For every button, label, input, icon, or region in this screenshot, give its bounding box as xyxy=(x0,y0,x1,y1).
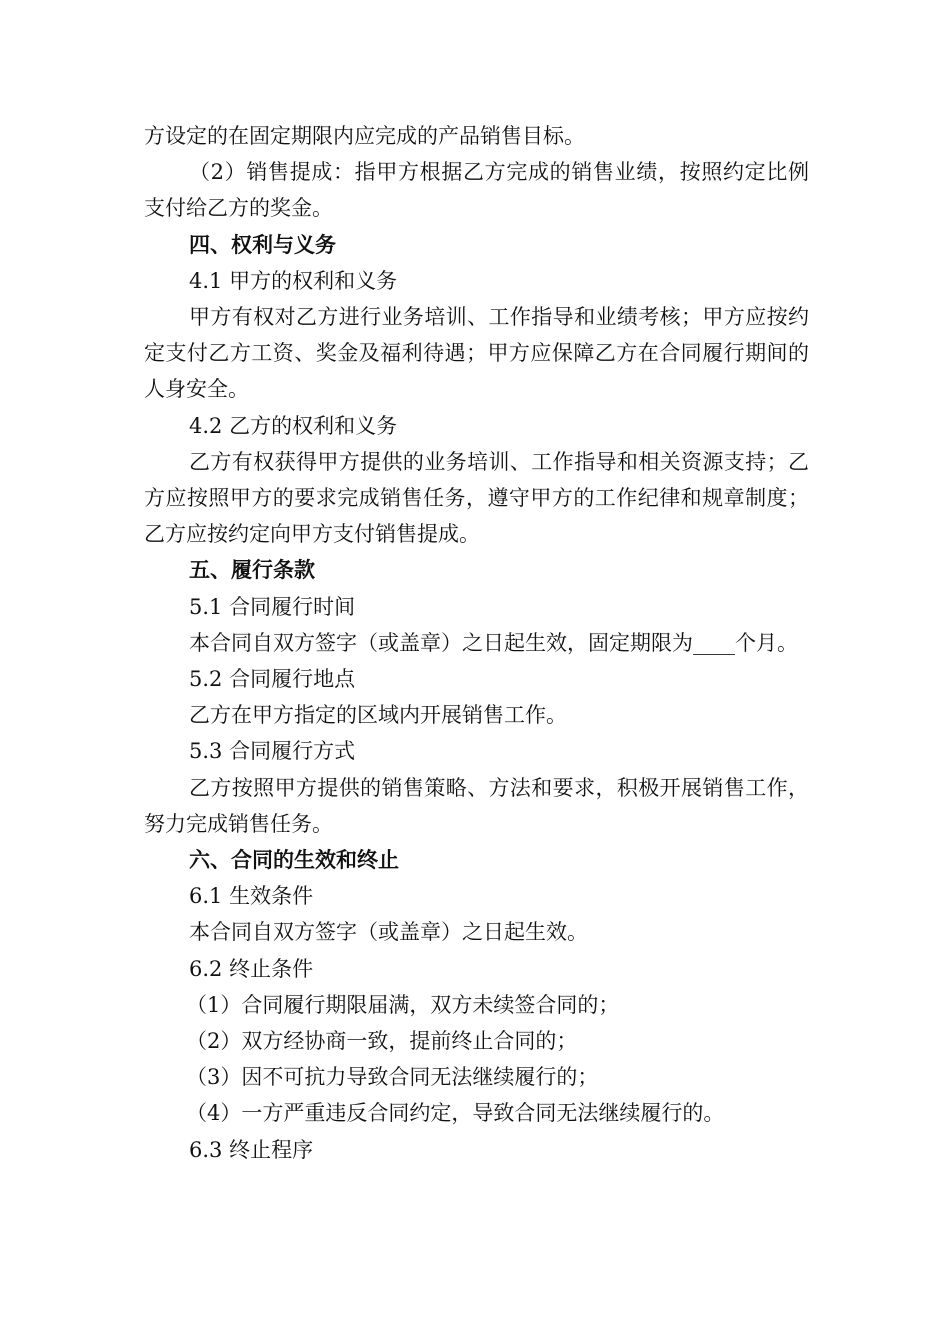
subsection-title-6-1: 6.1 生效条件 xyxy=(189,884,314,909)
paragraph-performance-method: 乙方按照甲方提供的销售策略、方法和要求，积极开展销售工作，努力完成销售任务。 xyxy=(144,775,809,836)
paragraph-continuation: 方设定的在固定期限内应完成的产品销售目标。 xyxy=(144,124,585,148)
section-heading-effect-termination: 六、合同的生效和终止 xyxy=(189,848,399,873)
subsection-title-4-2: 4.2 乙方的权利和义务 xyxy=(189,413,398,438)
subsection-title-6-3: 6.3 终止程序 xyxy=(189,1137,314,1162)
subsection-title-5-2: 5.2 合同履行地点 xyxy=(189,667,356,692)
paragraph-performance-time: 本合同自双方签字（或盖章）之日起生效，固定期限为____个月。 xyxy=(189,630,798,655)
list-item-termination-1: （1）合同履行期限届满，双方未续签合同的； xyxy=(186,992,620,1017)
definition-sales-commission: （2）销售提成：指甲方根据乙方完成的销售业绩，按照约定比例支付给乙方的奖金。 xyxy=(144,160,809,221)
document-body xyxy=(144,118,809,1168)
subsection-title-5-1: 5.1 合同履行时间 xyxy=(189,594,356,619)
paragraph-party-a-duties: 甲方有权对乙方进行业务培训、工作指导和业绩考核；甲方应按约定支付乙方工资、奖金及福利待遇；甲方应保障乙方在合同履行期间的人身安全。 xyxy=(144,305,809,402)
paragraph-effective-condition: 本合同自双方签字（或盖章）之日起生效。 xyxy=(189,920,588,945)
paragraph-party-b-duties: 乙方有权获得甲方提供的业务培训、工作指导和相关资源支持；乙方应按照甲方的要求完成销售任务，遵守甲方的工作纪律和规章制度；乙方应按约定向甲方支付销售提成。 xyxy=(144,449,809,547)
list-item-termination-2: （2）双方经协商一致，提前终止合同的； xyxy=(186,1029,578,1054)
paragraph-performance-location: 乙方在甲方指定的区域内开展销售工作。 xyxy=(189,703,567,728)
subsection-title-5-3: 5.3 合同履行方式 xyxy=(189,739,356,764)
section-heading-performance: 五、履行条款 xyxy=(189,558,315,583)
subsection-title-6-2: 6.2 终止条件 xyxy=(189,956,314,981)
list-item-termination-3: （3）因不可抗力导致合同无法继续履行的； xyxy=(186,1065,599,1090)
subsection-title-4-1: 4.1 甲方的权利和义务 xyxy=(189,268,398,293)
section-heading-rights-obligations: 四、权利与义务 xyxy=(189,232,336,257)
list-item-termination-4: （4）一方严重违反合同约定，导致合同无法继续履行的。 xyxy=(186,1101,725,1126)
